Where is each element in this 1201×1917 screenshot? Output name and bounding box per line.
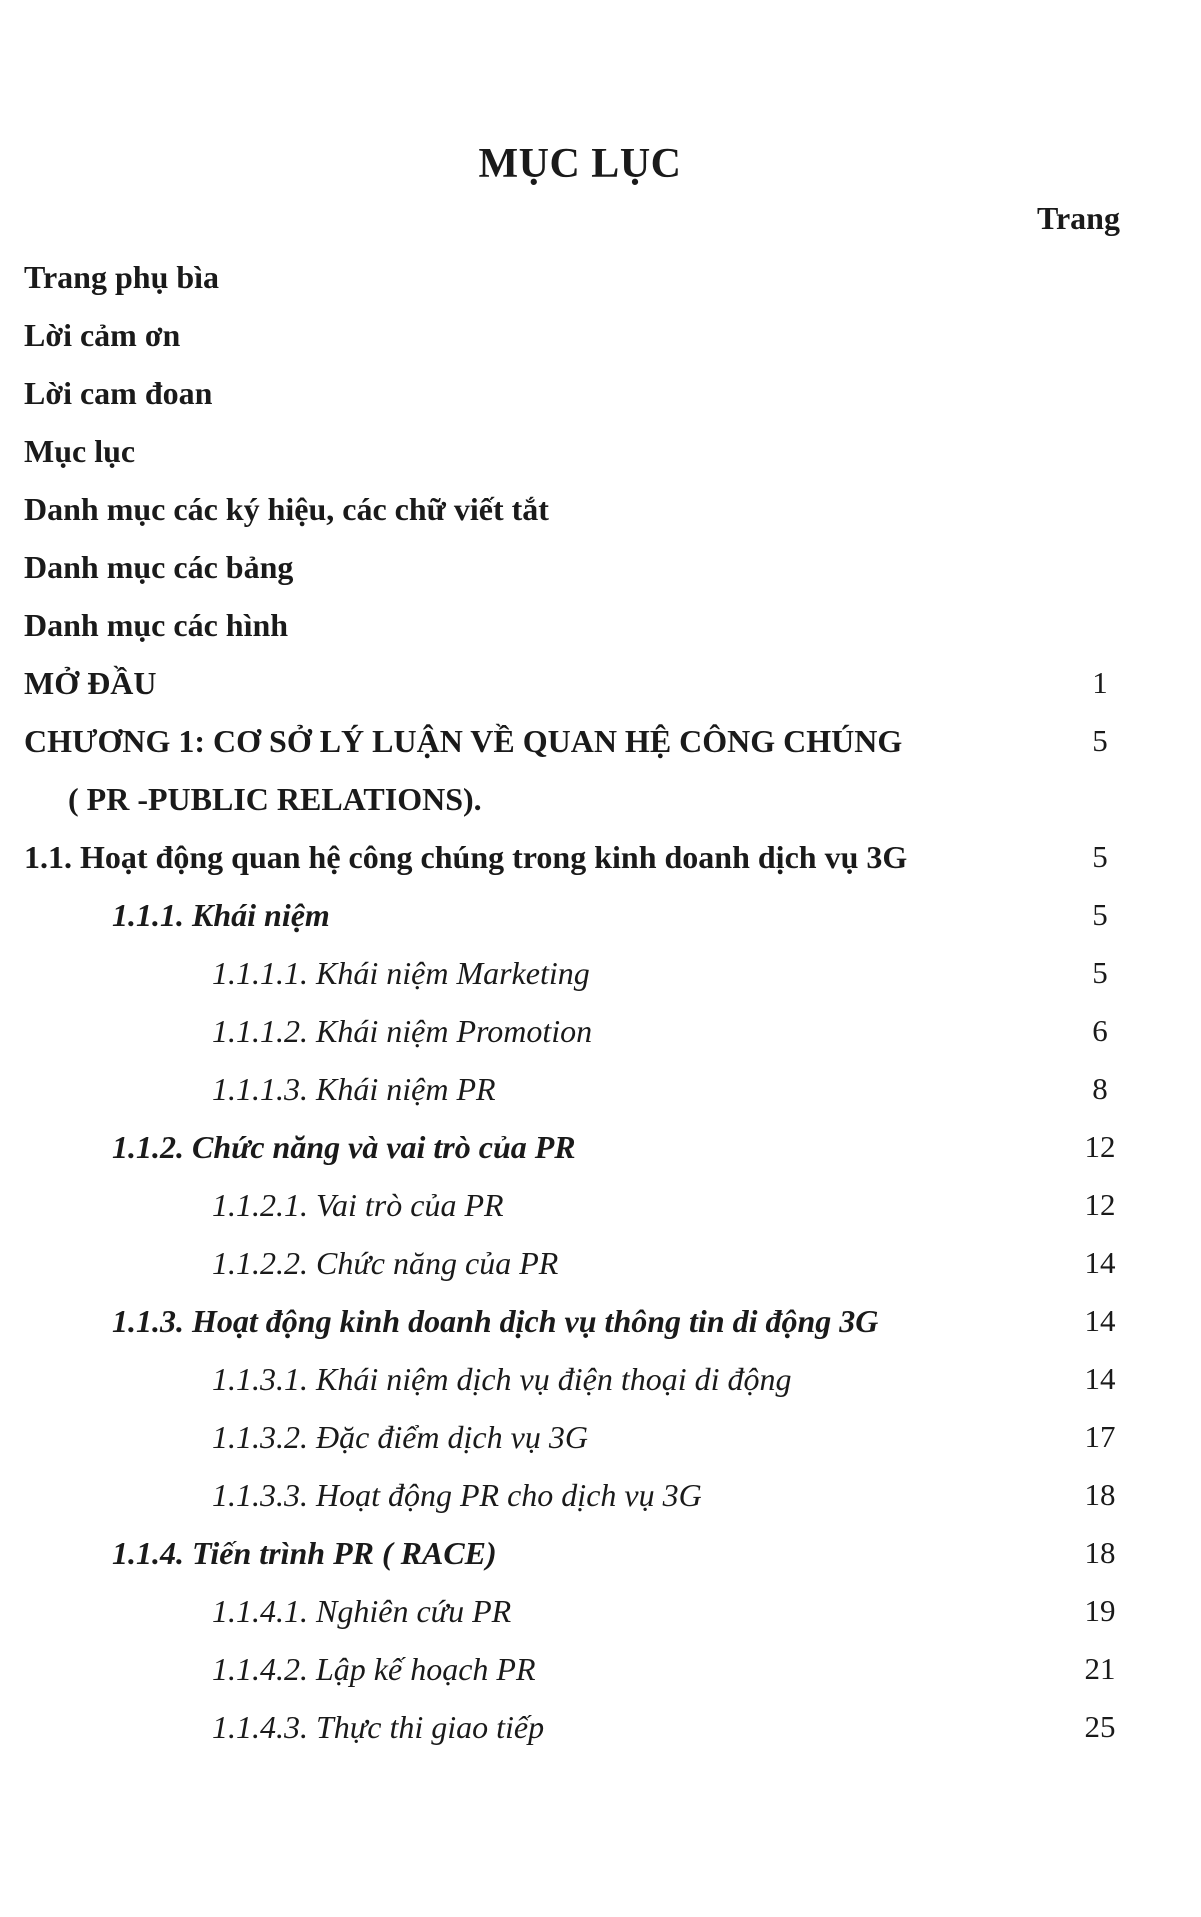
toc-entry [0, 944, 1201, 1002]
toc-entry-label: 1.1. Hoạt động quan hệ công chúng trong kinh doanh dịch vụ 3G [24, 839, 908, 875]
toc-entry [0, 1002, 1201, 1060]
toc-entry-label: 1.1.3.1. Khái niệm dịch vụ điện thoại di động [212, 1361, 792, 1397]
toc-entry-page: 5 [1092, 723, 1108, 758]
toc-entry [0, 422, 1201, 480]
toc-entry-label: Danh mục các hình [24, 607, 289, 643]
toc-entry [0, 364, 1201, 422]
toc-entry-label: 1.1.3.3. Hoạt động PR cho dịch vụ 3G [212, 1477, 702, 1513]
toc-entry-page: 12 [1084, 1129, 1116, 1164]
toc-entry-label: 1.1.2. Chức năng và vai trò của PR [112, 1129, 576, 1165]
toc-entry-label: Danh mục các bảng [24, 549, 294, 585]
toc-entry-label: Danh mục các ký hiệu, các chữ viết tắt [24, 491, 549, 527]
toc-entry [0, 886, 1201, 944]
toc-entry [0, 770, 1201, 828]
toc-entry [0, 712, 1201, 770]
toc-entry-page: 5 [1092, 897, 1108, 932]
toc-entry-page: 17 [1084, 1419, 1116, 1454]
page-title: MỤC LỤC [478, 141, 682, 187]
toc-entry [0, 1698, 1201, 1756]
toc-entry-label: 1.1.2.1. Vai trò của PR [212, 1187, 504, 1223]
toc-entry [0, 1408, 1201, 1466]
toc-entry [0, 538, 1201, 596]
toc-entry-label: 1.1.2.2. Chức năng của PR [212, 1245, 559, 1281]
toc-entry-label: 1.1.4. Tiến trình PR ( RACE) [112, 1535, 497, 1571]
toc-entry-label: MỞ ĐẦU [24, 665, 157, 701]
toc-entry-page: 8 [1092, 1071, 1108, 1106]
toc-entry-label: 1.1.4.1. Nghiên cứu PR [212, 1593, 512, 1629]
toc-entry [0, 1292, 1201, 1350]
toc-entry [0, 248, 1201, 306]
toc-entry-label: 1.1.4.2. Lập kế hoạch PR [212, 1651, 536, 1687]
toc-entry [0, 1234, 1201, 1292]
toc-entry [0, 1466, 1201, 1524]
toc-entry-label: Lời cảm ơn [24, 317, 181, 353]
toc-entry-page: 14 [1084, 1361, 1116, 1396]
toc-entry-label: 1.1.1.2. Khái niệm Promotion [212, 1013, 593, 1049]
toc-entry-label: ( PR -PUBLIC RELATIONS). [68, 781, 482, 817]
toc-entry-page: 14 [1084, 1303, 1116, 1338]
toc-entry-label: 1.1.4.3. Thực thi giao tiếp [212, 1709, 545, 1745]
toc-entry-page: 19 [1084, 1593, 1116, 1628]
toc-entry [0, 596, 1201, 654]
toc-entry [0, 654, 1201, 712]
toc-entry-page: 18 [1084, 1477, 1116, 1512]
toc-entry-label: 1.1.1. Khái niệm [112, 897, 330, 933]
toc-entry-label: Trang phụ bìa [24, 259, 220, 295]
toc-entry [0, 1176, 1201, 1234]
toc-entry-page: 6 [1092, 1013, 1108, 1048]
toc-entry-label: Lời cam đoan [24, 375, 213, 411]
toc-entry-page: 1 [1092, 665, 1108, 700]
page-column-header: Trang [1037, 200, 1120, 236]
toc-entry-label: CHƯƠNG 1: CƠ SỞ LÝ LUẬN VỀ QUAN HỆ CÔNG CHÚNG [24, 723, 903, 759]
toc-entry [0, 828, 1201, 886]
toc-entry-page: 25 [1084, 1709, 1116, 1744]
toc-entry [0, 306, 1201, 364]
toc-entry-page: 12 [1084, 1187, 1116, 1222]
toc-entry-label: 1.1.1.1. Khái niệm Marketing [212, 955, 590, 991]
table-of-contents [0, 248, 1201, 1756]
toc-entry [0, 1060, 1201, 1118]
toc-entry [0, 1640, 1201, 1698]
toc-entry [0, 1118, 1201, 1176]
toc-entry-label: 1.1.3. Hoạt động kinh doanh dịch vụ thông tin di động 3G [112, 1303, 879, 1339]
toc-entry-page: 14 [1084, 1245, 1116, 1280]
toc-entry [0, 1350, 1201, 1408]
toc-entry-page: 21 [1084, 1651, 1116, 1686]
toc-entry-label: 1.1.3.2. Đặc điểm dịch vụ 3G [212, 1419, 588, 1455]
toc-entry-label: Mục lục [24, 433, 136, 469]
toc-entry-page: 18 [1084, 1535, 1116, 1570]
toc-entry-label: 1.1.1.3. Khái niệm PR [212, 1071, 496, 1107]
toc-entry [0, 1524, 1201, 1582]
toc-entry-page: 5 [1092, 955, 1108, 990]
toc-entry [0, 480, 1201, 538]
toc-entry-page: 5 [1092, 839, 1108, 874]
toc-entry [0, 1582, 1201, 1640]
